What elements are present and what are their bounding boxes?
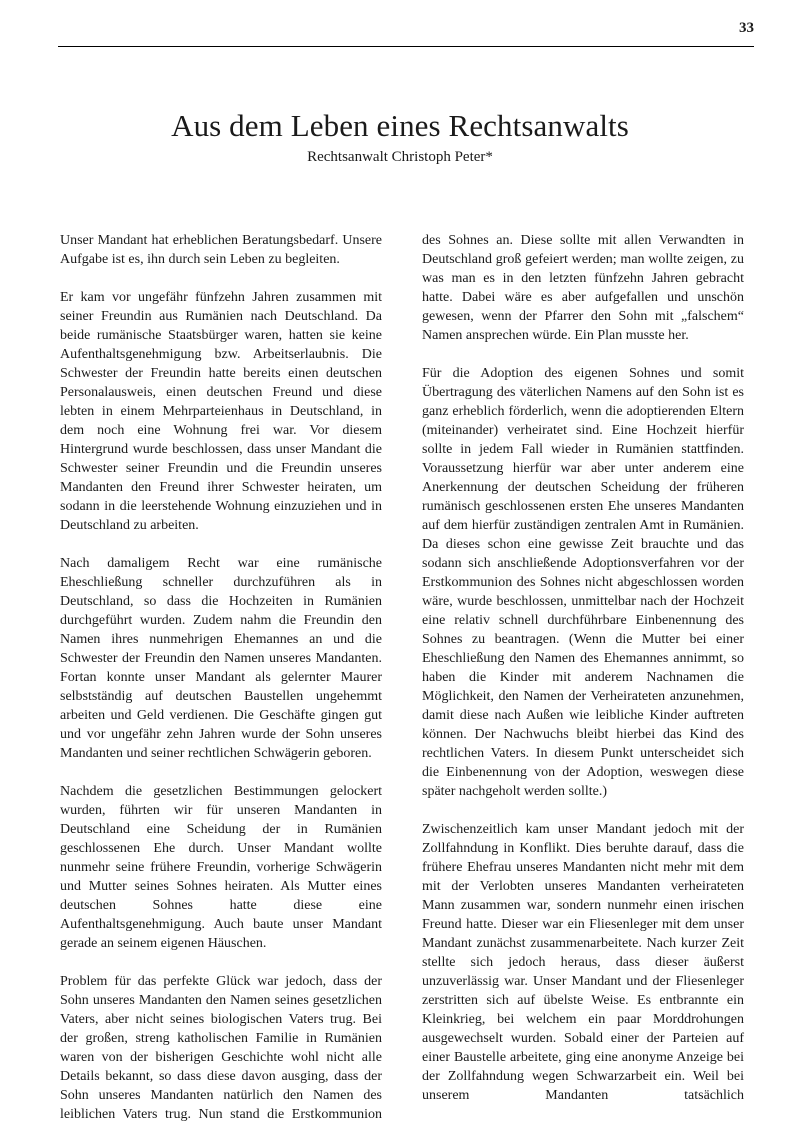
paragraph: des Sohnes an. Diese sollte mit allen Verwandten in Deutschland groß gefeiert werden; man wollte zeigen, zu was man es in den letzten fünfzehn Jahren gebracht hatte. Dabei wäre es aber aufgefallen und unschön gewesen, wenn der Pfarrer den Sohn mit „falschem“ Namen ansprechen würde. Ein Plan musste her. (422, 233, 744, 343)
paragraph: Unser Mandant hat erheblichen Beratungsbedarf. Unsere Aufgabe ist es, ihn durch sein Leben zu begleiten. (60, 233, 382, 267)
paragraph: Problem für das perfekte Glück war jedoch, dass der Sohn unseres Mandanten den Namen seines gesetzlichen Vaters, aber nicht seines biologischen Vaters trug. Bei der großen, streng katholischen Familie in Rumänien waren von der bisherigen Geschichte wohl nicht alle Details bekannt, so dass diese davon ausging, dass der Sohn unseres Mandanten natürlich den Namen des leiblichen Vaters trug. Nun stand die Erstkommunion (60, 974, 382, 1122)
paragraph: Er kam vor ungefähr fünfzehn Jahren zusammen mit seiner Freundin aus Rumänien nach Deutschland. Da beide rumänische Staatsbürger waren, hatten sie keine Aufenthaltsgenehmigung bzw. Arbeitserlaubnis. Die Schwester der Freundin hatte bereits einen deutschen Personalausweis, einen deutschen Freund und diese lebten in einem Mehrparteienhaus in Deutschland, in dem noch eine Wohnung frei war. Vor diesem Hintergrund wurde beschlossen, dass unser Mandant die Schwester seiner Freundin und die Freundin unseres Mandanten den Freund ihrer Schwester heiraten, um sodann in die leerstehende Wohnung einzuziehen und in Deutschland zu arbeiten. (60, 290, 382, 533)
page-number: 33 (739, 20, 754, 36)
article-author: Rechtsanwalt Christoph Peter* (307, 149, 493, 165)
article-title: Aus dem Leben eines Rechtsanwalts (171, 108, 629, 143)
left-column (60, 231, 382, 1124)
paragraph: Nachdem die gesetzlichen Bestimmungen gelockert wurden, führten wir für unseren Mandanten in Deutschland eine Scheidung der in Rumänien geschlossenen Ehe durch. Unser Mandant wollte nunmehr seine frühere Freundin, vorherige Schwägerin und Mutter seines Sohnes heiraten. Als Mutter eines deutschen Sohnes hatte diese eine Aufenthaltsgenehmigung. Auch baute unser Mandant gerade an seinem eigenen Häuschen. (60, 784, 382, 951)
paragraph: Zwischenzeitlich kam unser Mandant jedoch mit der Zollfahndung in Konflikt. Dies beruhte darauf, dass die frühere Ehefrau unseres Mandanten nicht mehr mit dem mit der Verlobten unseres Mandanten verheirateten Mann zusammen war, sondern nunmehr einen irischen Freund hatte. Dieser war ein Fliesenleger mit dem unser Mandant zunächst zusammenarbeitete. Nach kurzer Zeit stellte sich jedoch heraus, dass dieser äußerst unzuverlässig war. Unser Mandant und der Fliesenleger zerstritten sich auf übelste Weise. Es entbrannte ein Kleinkrieg, bei welchem ein paar Morddrohungen ausgewechselt wurden. Sobald einer der Parteien auf einer Baustelle arbeitete, ging eine anonyme Anzeige bei der Zollfahndung wegen Schwarzarbeit ein. Weil bei unserem Mandanten tatsächlich (422, 822, 744, 1103)
right-column (422, 231, 744, 1105)
header-rule (58, 46, 754, 47)
paragraph: Für die Adoption des eigenen Sohnes und somit Übertragung des väterlichen Namens auf den Sohn ist es ganz erheblich förderlich, wenn die adoptierenden Eltern (miteinander) verheiratet sind. Eine Hochzeit hierfür sollte in jedem Fall wieder in Rumänien stattfinden. Voraussetzung hierfür war aber unter anderem eine Anerkennung der deutschen Scheidung der früheren rumänisch geschlossenen ersten Ehe unseres Mandanten auf dem hierfür zuständigen zentralen Amt in Rumänien. Da dieses schon eine gewisse Zeit brauchte und das sodann sich anschließende Adoptionsverfahren vor der Erstkommunion des Sohnes nicht abgeschlossen worden wäre, wurde beschlossen, unmittelbar nach der Hochzeit eine relativ schnell durchführbare Einbenennung des Sohnes zu beantragen. (Wenn die Mutter bei einer Eheschließung den Namen des Ehemannes annimmt, so haben die Kinder mit anderem Nachnamen die Möglichkeit, den Namen der Verheirateten anzunehmen, damit diese nach Außen wie leibliche Kinder auftreten können. Der Nachwuchs bleibt hierbei das Kind des rechtlichen Vaters. In diesem Punkt unterscheidet sich die Einbenennung von der Adoption, weswegen diese später nachgeholt werden sollte.) (422, 366, 744, 799)
paragraph: Nach damaligem Recht war eine rumänische Eheschließung schneller durchzuführen als in Deutschland, so dass die Hochzeiten in Rumänien durchgeführt wurden. Zudem nahm die Freundin den Namen ihres nunmehrigen Ehemannes an und die Schwester der Freundin den Namen unseres Mandanten. Fortan konnte unser Mandant als gelernter Maurer selbstständig auf deutschen Baustellen ungehemmt arbeiten und Geld verdienen. Die Geschäfte gingen gut und vor ungefähr zehn Jahren wurde der Sohn unseres Mandanten und seiner rechtlichen Schwägerin geboren. (60, 556, 382, 761)
